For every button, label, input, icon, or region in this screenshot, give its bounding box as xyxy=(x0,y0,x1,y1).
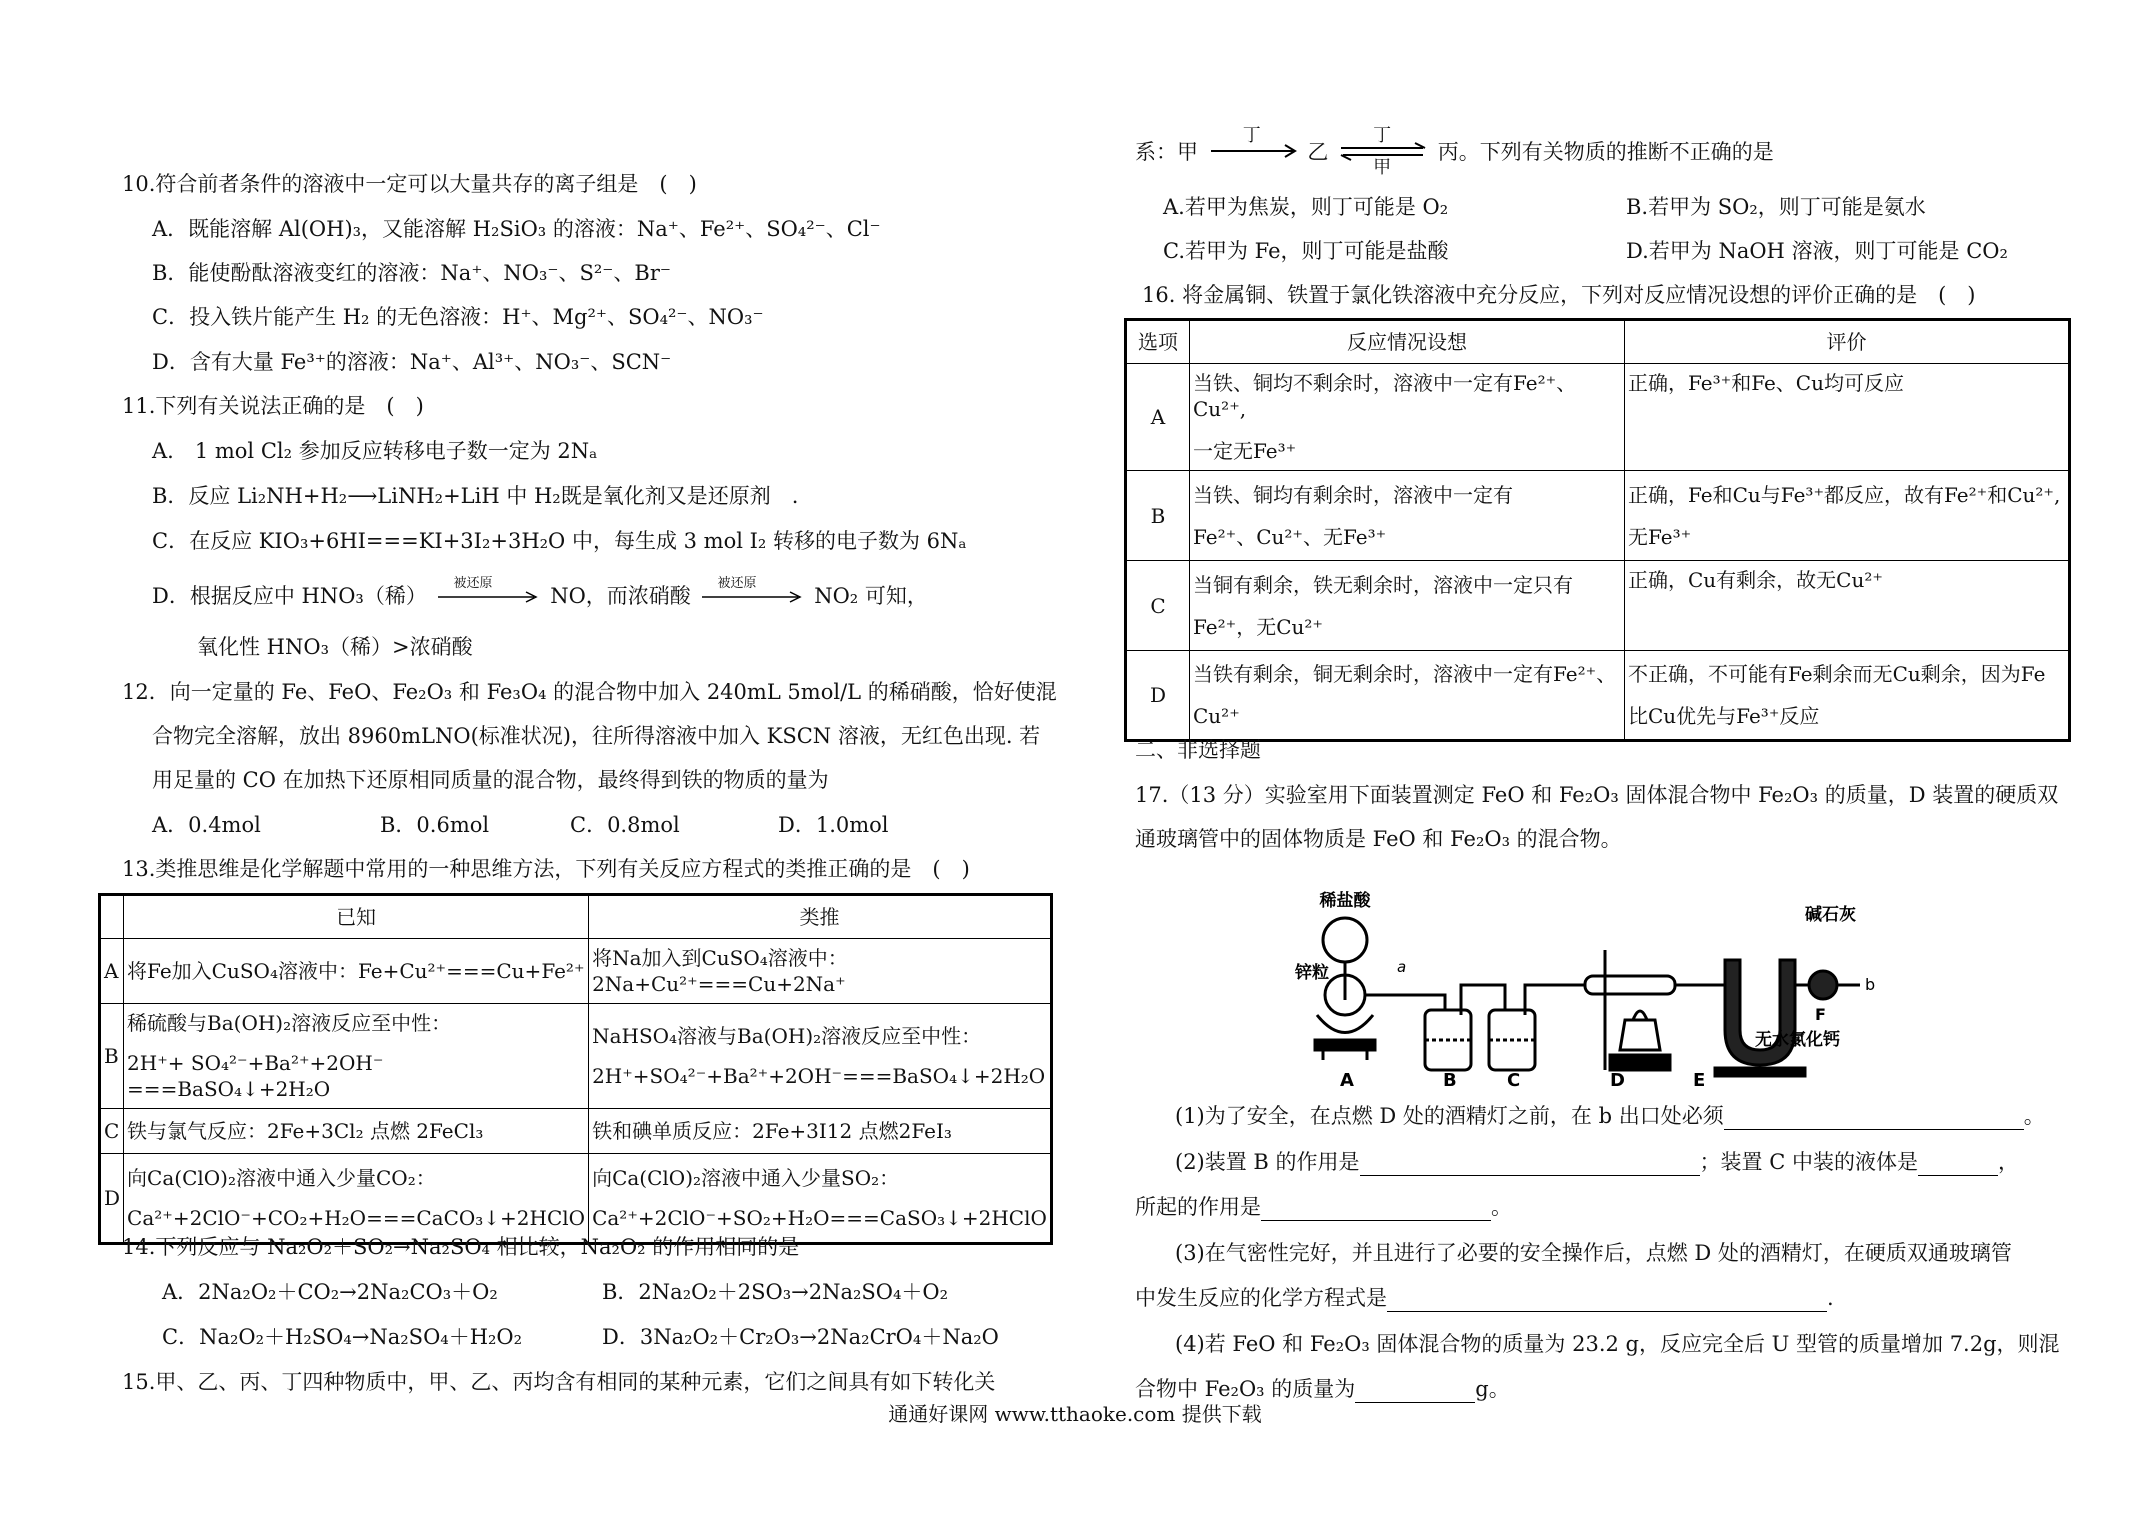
label-B: B xyxy=(1443,1070,1457,1090)
q12-option-b: B．0.6mol xyxy=(380,813,490,837)
q14-option-b: B．2Na₂O₂＋2SO₃→2Na₂SO₄＋O₂ xyxy=(602,1280,949,1304)
q13-known-line1: 将Fe加入CuSO₄溶液中：Fe+Cu²⁺===Cu+Fe²⁺ xyxy=(127,959,585,983)
q17-part4-line1: (4)若 FeO 和 Fe₂O₃ 固体混合物的质量为 23.2 g，反应完全后 U 型管的质量增加 7.2g，则混 xyxy=(1175,1332,2060,1356)
q16-case-line1: 当铜有剩余，铁无剩余时，溶液中一定只有 xyxy=(1193,572,1573,597)
q12-option-d: D．1.0mol xyxy=(778,813,889,837)
label-f: F xyxy=(1815,1005,1826,1024)
q17-part2-text4: 所起的作用是 xyxy=(1135,1195,1261,1219)
q17-part2-line2 xyxy=(1135,1193,1512,1221)
answer-blank-2[interactable] xyxy=(1360,1153,1700,1176)
q16-case-line2: Fe²⁺、Cu²⁺、无Fe³⁺ xyxy=(1193,524,1387,549)
q16-eval-line1: 正确，Fe和Cu与Fe³⁺都反应，故有Fe²⁺和Cu²⁺, xyxy=(1628,482,2061,507)
apparatus-diagram xyxy=(1285,890,1885,1090)
label-soda-lime: 碱石灰 xyxy=(1805,905,1856,925)
q16-row-opt: B xyxy=(1126,471,1190,561)
label-zinc: 锌粒 xyxy=(1295,963,1329,983)
q12-line3: 用足量的 CO 在加热下还原相同质量的混合物，最终得到铁的物质的量为 xyxy=(152,768,829,792)
q13-row-d xyxy=(100,1154,1052,1244)
q13-table xyxy=(98,893,1053,1245)
reduced-arrow-2-label: 被还原 xyxy=(717,576,757,591)
reduced-arrow-2 xyxy=(698,576,808,610)
q16-row-b xyxy=(1126,471,2070,561)
q16-row-opt: D xyxy=(1126,651,1190,741)
q16-case-line1: 当铁、铜均不剩余时，溶液中一定有Fe²⁺、Cu²⁺, xyxy=(1193,371,1577,421)
q16-row-eval xyxy=(1625,364,2070,471)
q13-row-analog xyxy=(589,1154,1052,1244)
q13-row-analog xyxy=(589,1004,1052,1109)
q11-option-d-line2: 氧化性 HNO₃（稀）>浓硝酸 xyxy=(197,635,473,659)
q16-row-eval xyxy=(1625,561,2070,651)
q13-row-known xyxy=(124,1154,589,1244)
q17-part2-text2: ；装置 C 中装的液体是 xyxy=(1699,1150,1918,1174)
q15-sys-pre: 系：甲 xyxy=(1135,140,1198,164)
q13-row-known xyxy=(124,1004,589,1109)
q13-known-line1: 铁与氯气反应：2Fe+3Cl₂ 点燃 2FeCl₃ xyxy=(127,1119,484,1143)
q17-line1: 17.（13 分）实验室用下面装置测定 FeO 和 Fe₂O₃ 固体混合物中 Fe₂O₃ 的质量，D 装置的硬质双 xyxy=(1135,783,2059,807)
q17-part3-line1: (3)在气密性完好，并且进行了必要的安全操作后，点燃 D 处的酒精灯，在硬质双通玻璃管 xyxy=(1175,1241,2012,1265)
q13-row-b xyxy=(100,1004,1052,1109)
q10-stem: 10.符合前者条件的溶液中一定可以大量共存的离子组是 ( ) xyxy=(122,172,697,196)
q13-row-opt: A xyxy=(100,939,124,1004)
q12-option-c: C．0.8mol xyxy=(570,813,680,837)
label-C: C xyxy=(1507,1070,1521,1090)
q16-stem: 16. 将金属铜、铁置于氯化铁溶液中充分反应，下列对反应情况设想的评价正确的是 ( ) xyxy=(1142,283,1976,307)
q15-option-c: C.若甲为 Fe，则丁可能是盐酸 xyxy=(1163,239,1449,263)
q13-analog-line2: Ca²⁺+2ClO⁻+SO₂+H₂O===CaSO₃↓+2HClO xyxy=(592,1206,1047,1230)
q16-eval-line1: 正确，Cu有剩余，故无Cu²⁺ xyxy=(1628,568,1883,592)
q17-part4-text: 合物中 Fe₂O₃ 的质量为 xyxy=(1135,1377,1356,1401)
q13-head-blank xyxy=(100,895,124,939)
apparatus-a xyxy=(1315,918,1405,1060)
q17-part1 xyxy=(1175,1102,2045,1130)
answer-blank-4[interactable] xyxy=(1261,1198,1491,1221)
q17-part1-text: (1)为了安全，在点燃 D 处的酒精灯之前，在 b 出口处必须 xyxy=(1175,1104,1724,1128)
q13-row-analog xyxy=(589,1109,1052,1154)
q10-option-d: D．含有大量 Fe³⁺的溶液：Na⁺、Al³⁺、NO₃⁻、SCN⁻ xyxy=(152,350,672,374)
q14-option-a: A．2Na₂O₂＋CO₂→2Na₂CO₃＋O₂ xyxy=(162,1280,498,1304)
q17-part3-line2 xyxy=(1135,1284,1834,1312)
q16-row-a xyxy=(1126,364,2070,471)
q15-arrow-2-bottom: 甲 xyxy=(1373,157,1392,178)
q16-row-opt: C xyxy=(1126,561,1190,651)
q16-case-line2: Fe²⁺，无Cu²⁺ xyxy=(1193,614,1323,639)
q17-part2-text: (2)装置 B 的作用是 xyxy=(1175,1150,1360,1174)
q13-known-line1: 稀硫酸与Ba(OH)₂溶液反应至中性： xyxy=(127,1011,452,1035)
q17-part1-end: 。 xyxy=(2023,1104,2045,1128)
q15-arrow-1-label: 丁 xyxy=(1242,125,1261,146)
q11-option-d xyxy=(152,576,928,610)
q13-row-a xyxy=(100,939,1052,1004)
q13-analog-line1: NaHSO₄溶液与Ba(OH)₂溶液反应至中性： xyxy=(592,1024,982,1048)
q16-row-eval xyxy=(1625,651,2070,741)
q17-part3-end: . xyxy=(1827,1286,1834,1310)
q11-d-pre: D．根据反应中 HNO₃（稀） xyxy=(152,584,427,608)
q16-case-line1: 当铁、铜均有剩余时，溶液中一定有 xyxy=(1193,482,1513,507)
section-heading: 二、非选择题 xyxy=(1135,738,1261,762)
q12-option-a: A．0.4mol xyxy=(152,813,261,837)
q13-row-known xyxy=(124,939,589,1004)
q13-analog-line1: 向Ca(ClO)₂溶液中通入少量SO₂： xyxy=(592,1166,900,1190)
q16-row-d xyxy=(1126,651,2070,741)
q15-line1: 15.甲、乙、丙、丁四种物质中，甲、乙、丙均含有相同的某种元素，它们之间具有如下转化关 xyxy=(122,1370,996,1394)
q16-head-case: 反应情况设想 xyxy=(1190,320,1625,364)
q13-row-analog xyxy=(589,939,1052,1004)
q13-row-opt: D xyxy=(100,1154,124,1244)
q16-row-case xyxy=(1190,561,1625,651)
q15-mid: 乙 xyxy=(1307,140,1329,164)
q15-option-a: A.若甲为焦炭，则丁可能是 O₂ xyxy=(1163,195,1449,219)
q11-option-b: B．反应 Li₂NH+H₂⟶LiNH₂+LiH 中 H₂既是氧化剂又是还原剂 . xyxy=(152,484,799,508)
apparatus-c xyxy=(1489,985,1585,1070)
q12-line2: 合物完全溶解，放出 8960mLNO(标准状况)，往所得溶液中加入 KSCN 溶液，无红色出现. 若 xyxy=(152,724,1041,748)
q16-row-eval xyxy=(1625,471,2070,561)
q16-eval-line2: 无Fe³⁺ xyxy=(1628,524,1692,549)
q16-head-eval: 评价 xyxy=(1625,320,2070,364)
reduced-arrow-1 xyxy=(434,576,544,610)
q14-option-d: D．3Na₂O₂＋Cr₂O₃→2Na₂CrO₄＋Na₂O xyxy=(602,1325,999,1349)
q16-case-line1: 当铁有剩余，铜无剩余时，溶液中一定有Fe²⁺、 xyxy=(1193,662,1617,686)
q11-stem: 11.下列有关说法正确的是 ( ) xyxy=(122,394,424,418)
q13-row-c xyxy=(100,1109,1052,1154)
q13-known-line1: 向Ca(ClO)₂溶液中通入少量CO₂： xyxy=(127,1166,436,1190)
q13-row-known xyxy=(124,1109,589,1154)
footer-source: 通通好课网 www.tthaoke.com 提供下载 xyxy=(888,1402,1262,1426)
q16-eval-line2: 比Cu优先与Fe³⁺反应 xyxy=(1628,704,1820,728)
q15-system xyxy=(1135,125,1774,178)
q13-row-opt: C xyxy=(100,1109,124,1154)
q11-option-c: C．在反应 KIO₃+6HI===KI+3I₂+3H₂O 中，每生成 3 mol I₂ 转移的电子数为 6Nₐ xyxy=(152,529,967,553)
q15-sys-post: 丙。下列有关物质的推断不正确的是 xyxy=(1437,140,1774,164)
q16-case-line2: 一定无Fe³⁺ xyxy=(1193,439,1297,463)
q10-option-a: A．既能溶解 Al(OH)₃，又能溶解 H₂SiO₃ 的溶液：Na⁺、Fe²⁺、SO₄²⁻、Cl⁻ xyxy=(152,217,881,241)
q16-head-option: 选项 xyxy=(1126,320,1190,364)
q16-table xyxy=(1124,318,2071,742)
q13-known-line2: Ca²⁺+2ClO⁻+CO₂+H₂O===CaCO₃↓+2HClO xyxy=(127,1206,586,1230)
apparatus-d xyxy=(1585,950,1725,1070)
q10-option-b: B．能使酚酞溶液变红的溶液：Na⁺、NO₃⁻、S²⁻、Br⁻ xyxy=(152,261,671,285)
q16-row-c xyxy=(1126,561,2070,651)
q17-line2: 通玻璃管中的固体物质是 FeO 和 Fe₂O₃ 的混合物。 xyxy=(1135,827,1622,851)
reduced-arrow-1-label: 被还原 xyxy=(453,576,493,591)
q10-option-c: C．投入铁片能产生 H₂ 的无色溶液：H⁺、Mg²⁺、SO₄²⁻、NO₃⁻ xyxy=(152,305,764,329)
q16-eval-line1: 正确，Fe³⁺和Fe、Cu均可反应 xyxy=(1628,371,1904,395)
label-anhydrous-cacl2: 无水氯化钙 xyxy=(1755,1030,1840,1050)
label-D: D xyxy=(1610,1070,1625,1090)
q17-part2 xyxy=(1175,1148,2019,1176)
apparatus-e xyxy=(1715,960,1805,1076)
answer-blank-1[interactable] xyxy=(1724,1107,2024,1130)
label-A: A xyxy=(1340,1070,1354,1090)
q15-arrow-2 xyxy=(1335,125,1431,178)
answer-blank-3[interactable] xyxy=(1918,1153,1998,1176)
label-E: E xyxy=(1693,1070,1706,1090)
q13-analog-line1: 将Na加入到CuSO₄溶液中：2Na+Cu²⁺===Cu+2Na⁺ xyxy=(592,946,848,996)
q13-stem: 13.类推思维是化学解题中常用的一种思维方法，下列有关反应方程式的类推正确的是 ( ) xyxy=(122,857,970,881)
q15-option-d: D.若甲为 NaOH 溶液，则丁可能是 CO₂ xyxy=(1626,239,2008,263)
q13-head-known: 已知 xyxy=(124,895,589,939)
q17-part2-text3: ， xyxy=(1997,1150,2019,1174)
q13-analog-line1: 铁和碘单质反应：2Fe+3I12 点燃2FeI₃ xyxy=(592,1119,952,1143)
q13-analog-line2: 2H⁺+SO₄²⁻+Ba²⁺+2OH⁻===BaSO₄↓+2H₂O xyxy=(592,1064,1046,1088)
label-b-outlet: b xyxy=(1865,975,1876,994)
apparatus-f xyxy=(1795,971,1860,999)
label-dilute-hcl: 稀盐酸 xyxy=(1319,891,1371,911)
q13-head-analog: 类推 xyxy=(589,895,1052,939)
label-a-port: a xyxy=(1397,958,1407,976)
q11-option-a: A. 1 mol Cl₂ 参加反应转移电子数一定为 2Nₐ xyxy=(152,439,598,463)
q15-option-b: B.若甲为 SO₂，则丁可能是氨水 xyxy=(1626,195,1926,219)
q16-eval-line1: 不正确，不可能有Fe剩余而无Cu剩余，因为Fe xyxy=(1628,662,2046,686)
q16-row-case xyxy=(1190,471,1625,561)
answer-blank-5[interactable] xyxy=(1387,1289,1827,1312)
q17-part4-end: g。 xyxy=(1475,1377,1510,1401)
q14-option-c: C．Na₂O₂＋H₂SO₄→Na₂SO₄＋H₂O₂ xyxy=(162,1325,523,1349)
q16-row-opt: A xyxy=(1126,364,1190,471)
q16-row-case xyxy=(1190,651,1625,741)
q17-part2-end: 。 xyxy=(1491,1195,1512,1219)
q13-row-opt: B xyxy=(100,1004,124,1109)
q13-known-line2: 2H⁺+ SO₄²⁻+Ba²⁺+2OH⁻ ===BaSO₄↓+2H₂O xyxy=(127,1051,384,1101)
q17-part3-text: 中发生反应的化学方程式是 xyxy=(1135,1286,1387,1310)
q16-case-line2: Cu²⁺ xyxy=(1193,704,1240,728)
q16-row-case xyxy=(1190,364,1625,471)
q11-d-mid: NO，而浓硝酸 xyxy=(550,584,691,608)
q15-arrow-2-top: 丁 xyxy=(1373,125,1392,146)
q15-arrow-1 xyxy=(1205,125,1301,166)
q12-line1: 12．向一定量的 Fe、FeO、Fe₂O₃ 和 Fe₃O₄ 的混合物中加入 240mL 5mol/L 的稀硝酸，恰好使混 xyxy=(122,680,1057,704)
q14-stem: 14.下列反应与 Na₂O₂＋SO₂→Na₂SO₄ 相比较，Na₂O₂ 的作用相同的是 xyxy=(122,1235,800,1259)
q11-d-post: NO₂ 可知， xyxy=(814,584,928,608)
